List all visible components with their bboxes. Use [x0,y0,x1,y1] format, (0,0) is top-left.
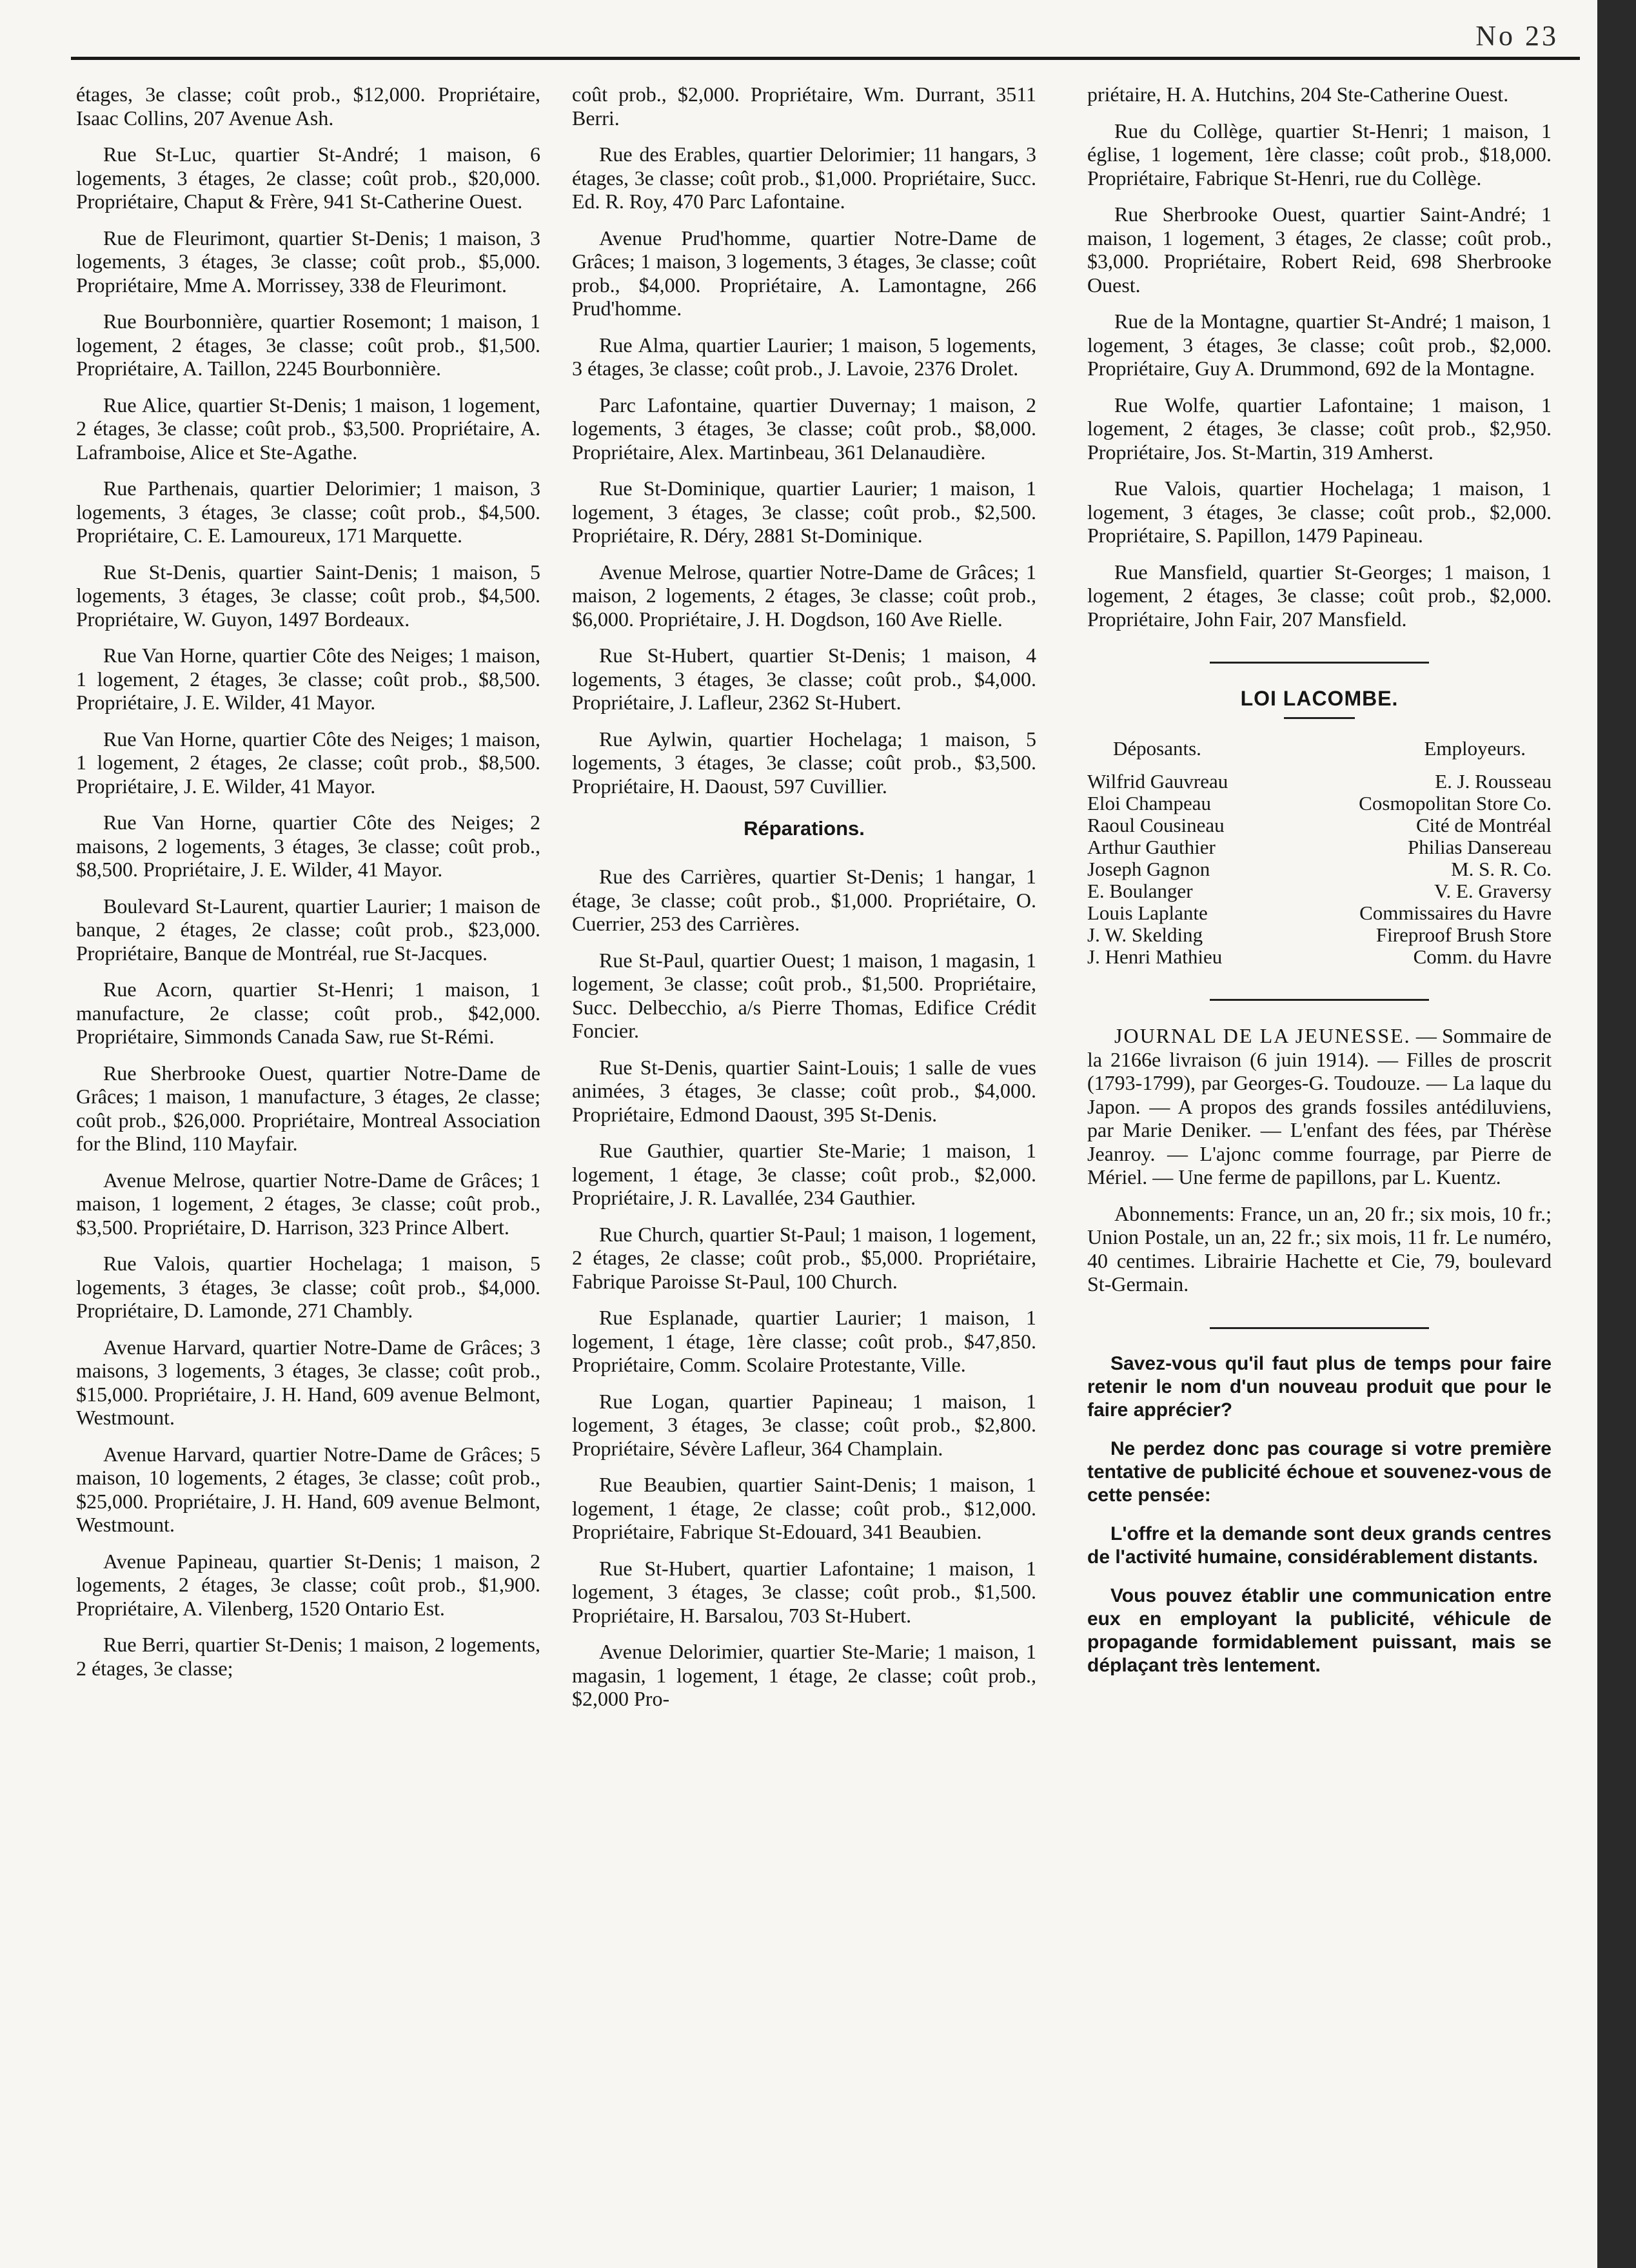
deposant: J. Henri Mathieu [1087,945,1223,968]
employeur: Cité de Montréal [1415,814,1552,836]
employeur: Philias Dansereau [1408,836,1552,858]
entry: Rue Van Horne, quartier Côte des Neiges; 1 maison, 1 logement, 2 étages, 2e classe; coût prob., $8,500. Propriétaire, J. E. Wilder, 41 Mayor. [76,727,540,798]
entry: Avenue Melrose, quartier Notre-Dame de Grâces; 1 maison, 1 logement, 2 étages, 3e classe; coût prob., $3,500. Propriétaire, D. Harrison, 323 Prince Albert. [76,1168,540,1239]
lacombe-table [1087,737,1552,968]
deposant: E. Boulanger [1087,880,1193,902]
entry: Rue Bourbonnière, quartier Rosemont; 1 maison, 1 logement, 2 étages, 3e classe; coût prob., $1,500. Propriétaire, A. Taillon, 2245 Bourbonnière. [76,310,540,380]
section-divider [1210,662,1429,664]
deposant: Joseph Gagnon [1087,858,1210,880]
entry: Rue Church, quartier St-Paul; 1 maison, 1 logement, 2 étages, 2e classe; coût prob., $5,000. Propriétaire, Fabrique Paroisse St-Paul, 100 Church. [572,1222,1036,1293]
entry: Boulevard St-Laurent, quartier Laurier; 1 maison de banque, 2 étages, 2e classe; coût prob., $23,000. Propriétaire, Banque de Montréal, rue St-Jacques. [76,894,540,965]
table-row [1087,880,1552,902]
entry: Rue Sherbrooke Ouest, quartier Notre-Dame de Grâces; 1 maison, 1 manufacture, 3 étages, 2e classe; coût prob., $26,000. Propriétaire, Montreal Association for the Blind, 110 Mayfair. [76,1061,540,1155]
entry: Rue Valois, quartier Hochelaga; 1 maison, 5 logements, 3 étages, 3e classe; coût prob., $4,000. Propriétaire, D. Lamonde, 271 Chambly. [76,1252,540,1322]
table-row [1087,924,1552,946]
column-header-deposants: Déposants. [1113,737,1201,760]
entry: Rue Berri, quartier St-Denis; 1 maison, 2 logements, 2 étages, 3e classe; [76,1633,540,1680]
employeur: V. E. Graversy [1434,880,1552,902]
entry: Rue de la Montagne, quartier St-André; 1 maison, 1 logement, 3 étages, 3e classe; coût prob., $2,000. Propriétaire, Guy A. Drummond, 692 de la Montagne. [1087,310,1552,380]
deposant: J. W. Skelding [1087,923,1203,946]
entry: Rue Aylwin, quartier Hochelaga; 1 maison, 5 logements, 3 étages, 3e classe; coût prob., $3,500. Propriétaire, H. Daoust, 597 Cuvillier. [572,727,1036,798]
entry: Rue Beaubien, quartier Saint-Denis; 1 maison, 1 logement, 1 étage, 2e classe; coût prob., $12,000. Propriétaire, Fabrique St-Edouard, 341 Beaubien. [572,1473,1036,1543]
scan-edge [1597,0,1636,2268]
advertisement [1087,1352,1552,1677]
entry: Rue St-Luc, quartier St-André; 1 maison, 6 logements, 3 étages, 2e classe; coût prob., $20,000. Propriétaire, Chaput & Frère, 941 St-Catherine Ouest. [76,143,540,213]
lacombe-title: LOI LACOMBE. [1240,687,1399,710]
table-row [1087,793,1552,814]
entry: Rue Gauthier, quartier Ste-Marie; 1 maison, 1 logement, 1 étage, 3e classe; coût prob., $2,000. Propriétaire, J. R. Lavallée, 234 Gauthier. [572,1139,1036,1209]
ad-paragraph: Savez-vous qu'il faut plus de temps pour faire retenir le nom d'un nouveau produit que pour le faire apprécier? [1087,1352,1552,1421]
table-row [1087,858,1552,880]
entry: Rue Mansfield, quartier St-Georges; 1 maison, 1 logement, 2 étages, 3e classe; coût prob., $2,000. Propriétaire, John Fair, 207 Mansfield. [1087,560,1552,631]
entry: Rue St-Denis, quartier Saint-Denis; 1 maison, 5 logements, 3 étages, 3e classe; coût prob., $4,500. Propriétaire, W. Guyon, 1497 Bordeaux. [76,560,540,631]
employeur: E. J. Rousseau [1435,770,1552,793]
entry: priétaire, H. A. Hutchins, 204 Ste-Catherine Ouest. [1087,83,1509,106]
table-row [1087,771,1552,793]
entry: Rue Sherbrooke Ouest, quartier Saint-André; 1 maison, 1 logement, 3 étages, 2e classe; coût prob., $3,000. Propriétaire, Robert Reid, 698 Sherbrooke Ouest. [1087,202,1552,297]
ad-paragraph: L'offre et la demande sont deux grands centres de l'activité humaine, considérablement distants. [1087,1523,1552,1568]
entry: Rue St-Dominique, quartier Laurier; 1 maison, 1 logement, 3 étages, 3e classe; coût prob., $2,500. Propriétaire, R. Déry, 2881 St-Dominique. [572,477,1036,547]
entry: étages, 3e classe; coût prob., $12,000. Propriétaire, Isaac Collins, 207 Avenue Ash. [76,83,540,130]
employeur: Comm. du Havre [1413,945,1552,968]
deposant: Raoul Cousineau [1087,814,1225,836]
entry: Avenue Delorimier, quartier Ste-Marie; 1 maison, 1 magasin, 1 logement, 1 étage, 2e classe; coût prob., $2,000 Pro- [572,1640,1036,1710]
entry: Avenue Harvard, quartier Notre-Dame de Grâces; 3 maisons, 3 logements, 3 étages, 3e classe; coût prob., $15,000. Propriétaire, J. H. Hand, 609 avenue Belmont, Westmount. [76,1335,540,1429]
entry: Rue Van Horne, quartier Côte des Neiges; 2 maisons, 2 logements, 3 étages, 3e classe; coût prob., $8,500. Propriétaire, J. E. Wilder, 41 Mayor. [76,811,540,881]
entry: Rue Logan, quartier Papineau; 1 maison, 1 logement, 3 étages, 3e classe; coût prob., $2,800. Propriétaire, Sévère Lafleur, 364 Champlain. [572,1389,1036,1460]
ad-paragraph: Vous pouvez établir une communication entre eux en employant la publicité, véhicule de propagande formidablement puissant, mais se déplaçant très lentement. [1087,1584,1552,1676]
title-underline [1284,717,1355,719]
entry: Avenue Prud'homme, quartier Notre-Dame de Grâces; 1 maison, 3 logements, 3 étages, 3e classe; coût prob., $4,000. Propriétaire, A. Lamontagne, 266 Prud'homme. [572,226,1036,320]
journal-subscriptions: Abonnements: France, un an, 20 fr.; six mois, 10 fr.; Union Postale, un an, 22 fr.; six mois, 11 fr. Le numéro, 40 centimes. Librairie Hachette et Cie, 79, boulevard St-Germain. [1087,1201,1552,1296]
deposant: Arthur Gauthier [1087,836,1216,858]
reparations-heading: Réparations. [744,817,865,840]
deposant: Eloi Champeau [1087,792,1211,814]
ad-paragraph: Ne perdez donc pas courage si votre première tentative de publicité échoue et souvenez-vous de cette pensée: [1087,1437,1552,1506]
entry: Rue St-Paul, quartier Ouest; 1 maison, 1 magasin, 1 logement, 3e classe; coût prob., $1,500. Propriétaire, Succ. Delbecchio, a/s Pierre Thomas, Edifice Crédit Foncier. [572,948,1036,1042]
entry: Parc Lafontaine, quartier Duvernay; 1 maison, 2 logements, 3 étages, 3e classe; coût prob., $8,000. Propriétaire, Alex. Martinbeau, 361 Delanaudière. [572,393,1036,464]
entry: Rue des Erables, quartier Delorimier; 11 hangars, 3 étages, 3e classe; coût prob., $1,000. Propriétaire, Succ. Ed. R. Roy, 470 Parc Lafontaine. [572,143,1036,213]
entry: Rue des Carrières, quartier St-Denis; 1 hangar, 1 étage, 3e classe; coût prob., $1,000. Propriétaire, O. Cuerrier, 253 des Carrières. [572,865,1036,935]
table-row [1087,946,1552,968]
entry: Rue Alma, quartier Laurier; 1 maison, 5 logements, 3 étages, 3e classe; coût prob., J. Lavoie, 2376 Drolet. [572,333,1036,380]
table-row [1087,836,1552,858]
journal-contents: — Sommaire de la 2166e livraison (6 juin 1914). — Filles de proscrit (1793-1799), par Georges-G. Toudouze. — La laque du Japon. — A propos des grands fossiles antédiluviens, par Marie Deniker. — L'enfant des fées, par Thérèse Jeanroy. — L'ajonc comme fourrage, par Pierre de Mériel. — Une ferme de papillons, par L. Kuentz. [1087,1024,1552,1188]
page-number: No 23 [1475,20,1559,52]
page-header [0,0,1636,64]
journal-title: JOURNAL DE LA JEUNESSE. [1114,1024,1411,1047]
entry: Rue St-Denis, quartier Saint-Louis; 1 salle de vues animées, 3 étages, 3e classe; coût prob., $4,000. Propriétaire, Edmond Daoust, 395 St-Denis. [572,1055,1036,1126]
deposant: Louis Laplante [1087,902,1208,924]
entry: Rue du Collège, quartier St-Henri; 1 maison, 1 église, 1 logement, 1ère classe; coût prob., $18,000. Propriétaire, Fabrique St-Henri, rue du Collège. [1087,119,1552,190]
entry: Avenue Papineau, quartier St-Denis; 1 maison, 2 logements, 2 étages, 3e classe; coût prob., $1,900. Propriétaire, A. Vilenberg, 1520 Ontario Est. [76,1549,540,1620]
entry: Rue St-Hubert, quartier St-Denis; 1 maison, 4 logements, 3 étages, 3e classe; coût prob., $4,000. Propriétaire, J. Lafleur, 2362 St-Hubert. [572,644,1036,714]
employeur: Fireproof Brush Store [1375,923,1552,946]
employeur: Commissaires du Havre [1359,902,1552,924]
entry: Rue Wolfe, quartier Lafontaine; 1 maison, 1 logement, 2 étages, 3e classe; coût prob., $2,950. Propriétaire, Jos. St-Martin, 319 Amherst. [1087,393,1552,464]
entry: Rue Parthenais, quartier Delorimier; 1 maison, 3 logements, 3 étages, 3e classe; coût prob., $4,500. Propriétaire, C. E. Lamoureux, 171 Marquette. [76,477,540,547]
column-header-employeurs: Employeurs. [1424,737,1526,760]
entry: Rue Alice, quartier St-Denis; 1 maison, 1 logement, 2 étages, 3e classe; coût prob., $3,500. Propriétaire, A. Laframboise, Alice et Ste-Agathe. [76,393,540,464]
entry: Avenue Harvard, quartier Notre-Dame de Grâces; 5 maison, 10 logements, 2 étages, 3e classe; coût prob., $25,000. Propriétaire, J. H. Hand, 609 avenue Belmont, Westmount. [76,1442,540,1536]
entry: coût prob., $2,000. Propriétaire, Wm. Durrant, 3511 Berri. [572,83,1036,130]
column-1 [76,83,540,1693]
entry: Rue de Fleurimont, quartier St-Denis; 1 maison, 3 logements, 3 étages, 3e classe; coût prob., $5,000. Propriétaire, Mme A. Morrissey, 338 de Fleurimont. [76,226,540,297]
employeur: M. S. R. Co. [1451,858,1552,880]
entry: Rue Valois, quartier Hochelaga; 1 maison, 1 logement, 3 étages, 3e classe; coût prob., $2,000. Propriétaire, S. Papillon, 1479 Papineau. [1087,477,1552,547]
entry: Rue Van Horne, quartier Côte des Neiges; 1 maison, 1 logement, 2 étages, 3e classe; coût prob., $8,500. Propriétaire, J. E. Wilder, 41 Mayor. [76,644,540,714]
entry: Avenue Melrose, quartier Notre-Dame de Grâces; 1 maison, 2 logements, 2 étages, 3e classe; coût prob., $6,000. Propriétaire, J. H. Dogdson, 160 Ave Rielle. [572,560,1036,631]
column-2 [572,83,1036,1724]
entry: Rue Esplanade, quartier Laurier; 1 maison, 1 logement, 1 étage, 1ère classe; coût prob., $47,850. Propriétaire, Comm. Scolaire Protestante, Ville. [572,1306,1036,1376]
table-row [1087,814,1552,836]
entry: Rue St-Hubert, quartier Lafontaine; 1 maison, 1 logement, 3 étages, 3e classe; coût prob., $1,500. Propriétaire, H. Barsalou, 703 St-Hubert. [572,1556,1036,1627]
employeur: Cosmopolitan Store Co. [1359,792,1552,814]
section-divider [1210,1327,1429,1329]
table-row [1087,902,1552,924]
deposant: Wilfrid Gauvreau [1087,770,1228,793]
entry: Rue Acorn, quartier St-Henri; 1 maison, 1 manufacture, 2e classe; coût prob., $42,000. Propriétaire, Simmonds Canada Saw, rue St-Rémi. [76,978,540,1048]
column-3 [1087,83,1552,1693]
journal-notice [1087,1024,1552,1189]
header-rule [71,57,1580,60]
section-divider [1210,999,1429,1001]
